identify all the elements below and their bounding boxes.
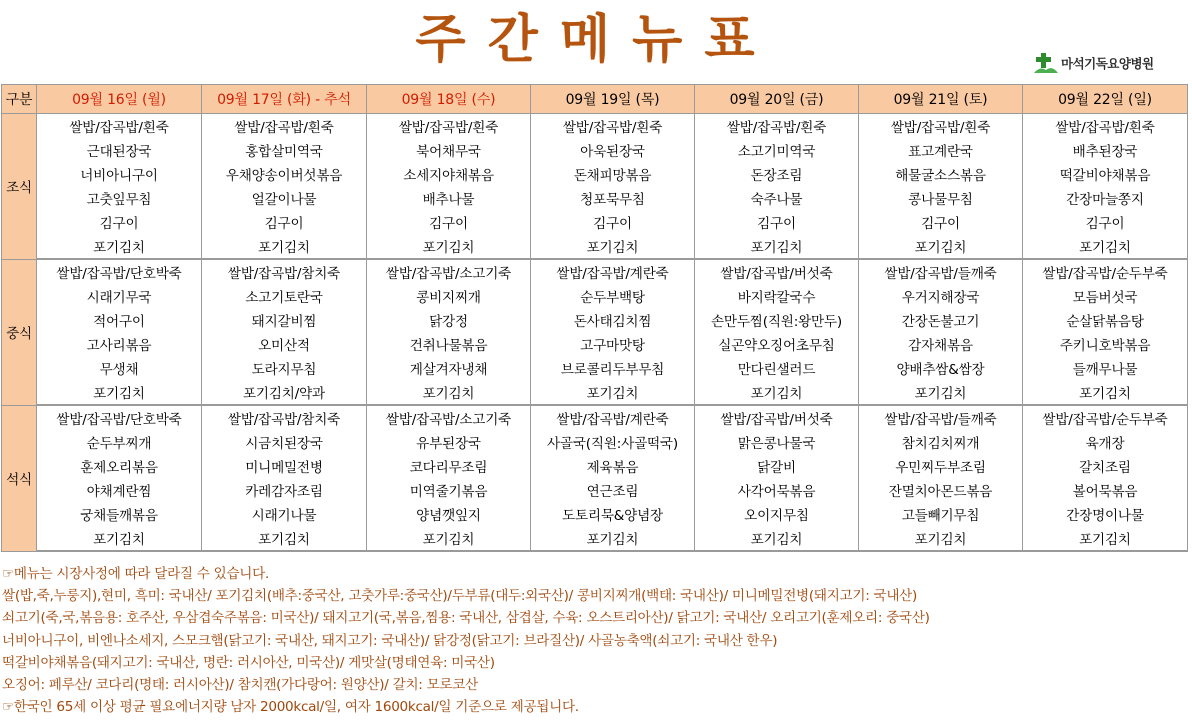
note-line: ☞메뉴는 시장사정에 따라 달라질 수 있습니다. — [2, 566, 269, 582]
menu-cell: 고사리볶음 — [37, 332, 202, 356]
menu-cell: 쌀밥/잡곡밥/참치죽 — [202, 405, 367, 430]
menu-cell: 포기김치 — [1023, 526, 1188, 551]
day-header: 09월 21일 (토) — [859, 85, 1023, 114]
menu-row — [2, 234, 1188, 259]
menu-cell: 해물굴소스볶음 — [859, 162, 1023, 186]
menu-cell: 너비아니구이 — [37, 162, 202, 186]
menu-cell: 쌀밥/잡곡밥/흰죽 — [695, 114, 859, 139]
menu-cell: 표고계란국 — [859, 138, 1023, 162]
menu-cell: 무생채 — [37, 356, 202, 380]
menu-cell: 포기김치 — [367, 380, 531, 405]
menu-cell: 감자채볶음 — [859, 332, 1023, 356]
menu-cell: 홍합살미역국 — [202, 138, 367, 162]
menu-cell: 숙주나물 — [695, 186, 859, 210]
day-header: 09월 17일 (화) - 추석 — [202, 85, 367, 114]
menu-cell: 포기김치 — [367, 526, 531, 551]
menu-row — [2, 430, 1188, 454]
menu-cell: 쌀밥/잡곡밥/단호박죽 — [37, 259, 202, 284]
menu-cell: 포기김치 — [695, 526, 859, 551]
menu-cell: 돈사태김치찜 — [531, 308, 695, 332]
menu-cell: 쌀밥/잡곡밥/순두부죽 — [1023, 405, 1188, 430]
menu-cell: 쌀밥/잡곡밥/흰죽 — [859, 114, 1023, 139]
note-line: 오징어: 페루산/ 코다리(명태: 러시아산)/ 참치캔(가다랑어: 원양산)/ 갈치: 모로코산 — [2, 676, 478, 693]
menu-cell: 볼어묵볶음 — [1023, 478, 1188, 502]
menu-row — [2, 380, 1188, 405]
menu-cell: 떡갈비야채볶음 — [1023, 162, 1188, 186]
day-header: 09월 22일 (일) — [1023, 85, 1188, 114]
menu-cell: 시래기나물 — [202, 502, 367, 526]
menu-cell: 쌀밥/잡곡밥/계란죽 — [531, 405, 695, 430]
menu-cell: 콩나물무침 — [859, 186, 1023, 210]
menu-cell: 카레감자조림 — [202, 478, 367, 502]
menu-row — [2, 162, 1188, 186]
menu-cell: 포기김치/약과 — [202, 380, 367, 405]
menu-cell: 간장돈불고기 — [859, 308, 1023, 332]
menu-cell: 쌀밥/잡곡밥/흰죽 — [1023, 114, 1188, 139]
menu-cell: 김구이 — [859, 210, 1023, 234]
menu-cell: 쌀밥/잡곡밥/흰죽 — [531, 114, 695, 139]
menu-cell: 청포묵무침 — [531, 186, 695, 210]
menu-cell: 포기김치 — [531, 380, 695, 405]
menu-cell: 양배추쌈&쌈장 — [859, 356, 1023, 380]
menu-cell: 손만두찜(직원:왕만두) — [695, 308, 859, 332]
menu-cell: 유부된장국 — [367, 430, 531, 454]
menu-cell: 쌀밥/잡곡밥/버섯죽 — [695, 405, 859, 430]
menu-row — [2, 308, 1188, 332]
menu-cell: 양념깻잎지 — [367, 502, 531, 526]
menu-cell: 쌀밥/잡곡밥/계란죽 — [531, 259, 695, 284]
note-line: 쌀(밥,죽,누룽지),현미, 흑미: 국내산/ 포기김치(배추:중국산, 고춧가루:중국산)/두부류(대두:외국산)/ 콩비지찌개(백태: 국내산)/ 미니메밀전병(돼지고기: 국내산) — [2, 588, 917, 605]
menu-cell: 포기김치 — [37, 380, 202, 405]
menu-cell: 도라지무침 — [202, 356, 367, 380]
menu-cell: 궁채들깨볶음 — [37, 502, 202, 526]
hospital-logo — [1033, 52, 1154, 74]
menu-cell: 우민찌두부조림 — [859, 454, 1023, 478]
menu-cell: 실곤약오징어초무침 — [695, 332, 859, 356]
menu-cell: 고춧잎무침 — [37, 186, 202, 210]
menu-cell: 쌀밥/잡곡밥/들깨죽 — [859, 405, 1023, 430]
hospital-name: 마석기독요양병원 — [1061, 56, 1154, 71]
menu-cell: 김구이 — [37, 210, 202, 234]
menu-cell: 제육볶음 — [531, 454, 695, 478]
menu-cell: 북어채무국 — [367, 138, 531, 162]
menu-cell: 코다리무조림 — [367, 454, 531, 478]
menu-cell: 닭강정 — [367, 308, 531, 332]
menu-row — [2, 186, 1188, 210]
menu-cell: 포기김치 — [202, 234, 367, 259]
menu-cell: 김구이 — [1023, 210, 1188, 234]
menu-cell: 주키니호박볶음 — [1023, 332, 1188, 356]
menu-cell: 포기김치 — [695, 380, 859, 405]
menu-cell: 콩비지찌개 — [367, 284, 531, 308]
menu-row — [2, 478, 1188, 502]
menu-row — [2, 284, 1188, 308]
menu-cell: 잔멸치아몬드볶음 — [859, 478, 1023, 502]
note-line: ☞한국인 65세 이상 평균 필요에너지량 남자 2000kcal/일, 여자 1600kcal/일 기준으로 제공됩니다. — [2, 699, 579, 716]
menu-table — [1, 84, 1188, 552]
menu-cell: 포기김치 — [531, 234, 695, 259]
menu-cell: 바지락칼국수 — [695, 284, 859, 308]
menu-cell: 게살겨자냉채 — [367, 356, 531, 380]
menu-cell: 미역줄기볶음 — [367, 478, 531, 502]
menu-cell: 만다린샐러드 — [695, 356, 859, 380]
menu-cell: 오이지무침 — [695, 502, 859, 526]
menu-cell: 간장명이나물 — [1023, 502, 1188, 526]
page-title: 주간메뉴표 — [415, 10, 777, 70]
menu-cell: 포기김치 — [202, 526, 367, 551]
menu-cell: 돈장조림 — [695, 162, 859, 186]
meal-label: 석식 — [2, 405, 37, 551]
menu-cell: 오미산적 — [202, 332, 367, 356]
menu-cell: 적어구이 — [37, 308, 202, 332]
menu-cell: 미니메밀전병 — [202, 454, 367, 478]
menu-row — [2, 114, 1188, 139]
menu-cell: 배추나물 — [367, 186, 531, 210]
menu-cell: 쌀밥/잡곡밥/소고기죽 — [367, 259, 531, 284]
menu-cell: 쌀밥/잡곡밥/들깨죽 — [859, 259, 1023, 284]
note-line: 떡갈비야채볶음(돼지고기: 국내산, 명란: 러시아산, 미국산)/ 게맛살(명태연육: 미국산) — [2, 654, 495, 671]
menu-cell: 시금치된장국 — [202, 430, 367, 454]
menu-cell: 훈제오리볶음 — [37, 454, 202, 478]
menu-cell: 순두부찌개 — [37, 430, 202, 454]
menu-cell: 얼갈이나물 — [202, 186, 367, 210]
menu-body — [2, 114, 1188, 552]
menu-cell: 돈채피망볶음 — [531, 162, 695, 186]
menu-cell: 고들빼기무침 — [859, 502, 1023, 526]
menu-cell: 브로콜리두부무침 — [531, 356, 695, 380]
menu-cell: 근대된장국 — [37, 138, 202, 162]
menu-cell: 시래기무국 — [37, 284, 202, 308]
menu-cell: 연근조림 — [531, 478, 695, 502]
meal-label: 조식 — [2, 114, 37, 260]
menu-cell: 쌀밥/잡곡밥/소고기죽 — [367, 405, 531, 430]
menu-cell: 참치김치찌개 — [859, 430, 1023, 454]
note-line: 너비아니구이, 비엔나소세지, 스모크햄(닭고기: 국내산, 돼지고기: 국내산)/ 닭강정(닭고기: 브라질산)/ 사골농축액(쇠고기: 국내산 한우) — [2, 632, 778, 649]
menu-cell: 김구이 — [531, 210, 695, 234]
menu-cell: 포기김치 — [37, 526, 202, 551]
menu-cell: 돼지갈비찜 — [202, 308, 367, 332]
notes-section — [2, 563, 1190, 718]
menu-cell: 포기김치 — [1023, 234, 1188, 259]
menu-cell: 사골국(직원:사골떡국) — [531, 430, 695, 454]
menu-cell: 포기김치 — [859, 526, 1023, 551]
menu-cell: 순두부백탕 — [531, 284, 695, 308]
note-line: 쇠고기(죽,국,볶음용: 호주산, 우삼겹숙주볶음: 미국산)/ 돼지고기(국,볶음,찜용: 국내산, 삼겹살, 수육: 오스트리아산)/ 닭고기: 국내산/ 오리고기(훈제오리: 중국산) — [2, 610, 930, 627]
menu-cell: 모듬버섯국 — [1023, 284, 1188, 308]
menu-cell: 순살닭볶음탕 — [1023, 308, 1188, 332]
menu-cell: 우채양송이버섯볶음 — [202, 162, 367, 186]
menu-cell: 닭갈비 — [695, 454, 859, 478]
menu-cell: 도토리묵&양념장 — [531, 502, 695, 526]
menu-cell: 쌀밥/잡곡밥/참치죽 — [202, 259, 367, 284]
menu-cell: 갈치조림 — [1023, 454, 1188, 478]
menu-row — [2, 259, 1188, 284]
menu-cell: 쌀밥/잡곡밥/단호박죽 — [37, 405, 202, 430]
menu-row — [2, 526, 1188, 551]
menu-cell: 우거지해장국 — [859, 284, 1023, 308]
menu-cell: 고구마맛탕 — [531, 332, 695, 356]
menu-cell: 사각어묵볶음 — [695, 478, 859, 502]
gubun-header: 구분 — [2, 85, 37, 114]
header-row — [2, 85, 1188, 114]
menu-cell: 야채계란찜 — [37, 478, 202, 502]
menu-cell: 들깨무나물 — [1023, 356, 1188, 380]
menu-cell: 쌀밥/잡곡밥/흰죽 — [37, 114, 202, 139]
menu-row — [2, 138, 1188, 162]
menu-cell: 포기김치 — [531, 526, 695, 551]
hospital-logo-icon — [1033, 52, 1059, 74]
menu-cell: 소고기토란국 — [202, 284, 367, 308]
day-header: 09월 18일 (수) — [367, 85, 531, 114]
menu-cell: 포기김치 — [37, 234, 202, 259]
menu-row — [2, 502, 1188, 526]
day-header: 09월 16일 (월) — [37, 85, 202, 114]
menu-cell: 맑은콩나물국 — [695, 430, 859, 454]
menu-row — [2, 454, 1188, 478]
menu-cell: 김구이 — [367, 210, 531, 234]
menu-cell: 육개장 — [1023, 430, 1188, 454]
menu-cell: 쌀밥/잡곡밥/버섯죽 — [695, 259, 859, 284]
menu-row — [2, 332, 1188, 356]
menu-cell: 포기김치 — [695, 234, 859, 259]
menu-row — [2, 405, 1188, 430]
menu-cell: 아욱된장국 — [531, 138, 695, 162]
menu-cell: 포기김치 — [859, 234, 1023, 259]
menu-row — [2, 356, 1188, 380]
meal-label: 중식 — [2, 259, 37, 405]
menu-cell: 포기김치 — [1023, 380, 1188, 405]
menu-cell: 소세지야채볶음 — [367, 162, 531, 186]
menu-cell: 간장마늘쫑지 — [1023, 186, 1188, 210]
menu-cell: 김구이 — [695, 210, 859, 234]
day-header: 09월 20일 (금) — [695, 85, 859, 114]
menu-cell: 쌀밥/잡곡밥/순두부죽 — [1023, 259, 1188, 284]
menu-cell: 포기김치 — [859, 380, 1023, 405]
menu-cell: 소고기미역국 — [695, 138, 859, 162]
menu-row — [2, 210, 1188, 234]
menu-cell: 건취나물볶음 — [367, 332, 531, 356]
day-header: 09월 19일 (목) — [531, 85, 695, 114]
menu-cell: 쌀밥/잡곡밥/흰죽 — [202, 114, 367, 139]
menu-cell: 포기김치 — [367, 234, 531, 259]
menu-cell: 김구이 — [202, 210, 367, 234]
menu-cell: 쌀밥/잡곡밥/흰죽 — [367, 114, 531, 139]
menu-cell: 배추된장국 — [1023, 138, 1188, 162]
